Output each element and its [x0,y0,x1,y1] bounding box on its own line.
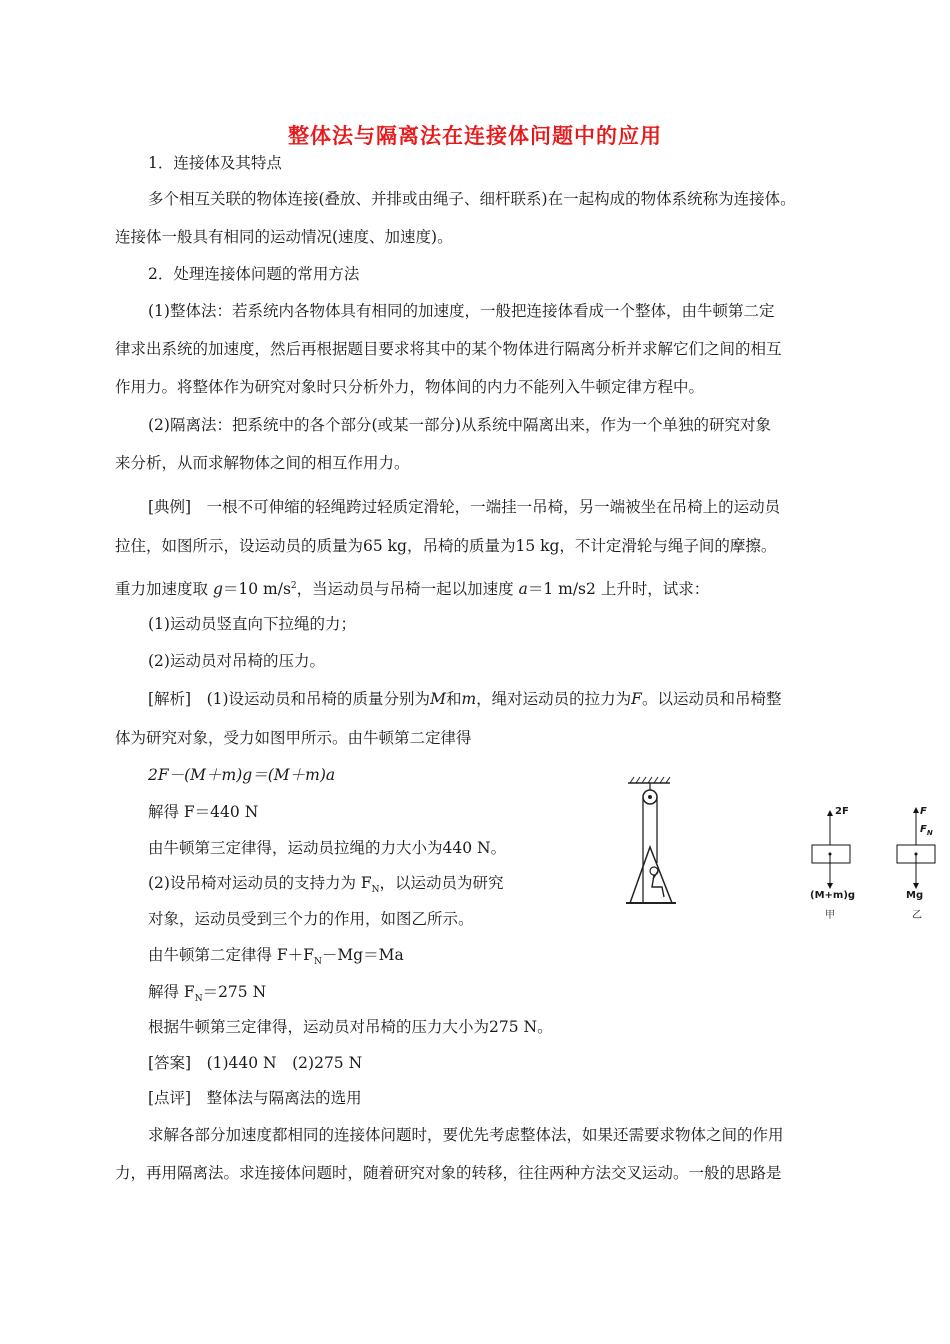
paragraph-line: 作用力。将整体作为研究对象时只分析外力，物体间的内力不能列入牛顿定律方程中。 [115,378,705,396]
analysis-line: 由牛顿第三定律得，运动员拉绳的力大小为440 N。 [148,839,507,857]
example-line: 拉住，如图所示，设运动员的质量为65 kg，吊椅的质量为15 kg，不计定滑轮与绳子间的摩擦。 [115,537,777,555]
equation-1: 2F－(M＋m)g＝(M＋m)a [148,766,336,784]
paragraph-line: 连接体一般具有相同的运动情况(速度、加速度)。 [115,228,453,246]
pulley-chair-diagram [618,775,688,910]
analysis-line: 对象，运动员受到三个力的作用，如图乙所示。 [148,910,474,928]
analysis-line: 根据牛顿第三定律得，运动员对吊椅的压力大小为275 N。 [148,1018,553,1036]
force-label-f: F [920,806,927,817]
paragraph-line: (2)隔离法：把系统中的各个部分(或某一部分)从系统中隔离出来，作为一个单独的研究对象 [148,416,772,434]
equation-2: 由牛顿第二定律得 $F+F_N-Mg=Ma$ [148,946,404,968]
paragraph-line: 多个相互关联的物体连接(叠放、并排或由绳子、细杆联系)在一起构成的物体系统称为连接体。 [148,190,796,208]
question-2: (2)运动员对吊椅的压力。 [148,652,325,670]
paragraph-line: (1)整体法：若系统内各物体具有相同的加速度，一般把连接体看成一个整体，由牛顿第二定 [148,302,775,320]
example-line: 重力加速度取 g＝10 $m/s^2$，当运动员与吊椅一起以加速度 a＝1 m/s2 上升时，试求： [115,580,710,599]
free-body-diagram-jia [800,800,880,925]
force-arrows [800,800,880,925]
force-label-mg: Mg [906,890,924,901]
page-title: 整体法与隔离法在连接体问题中的应用 [288,124,662,148]
comment-heading: [点评] 整体法与隔离法的选用 [148,1089,362,1107]
example-line: [典例] 一根不可伸缩的轻绳跨过轻质定滑轮，一端挂一吊椅，另一端被坐在吊椅上的运动员 [148,498,781,516]
paragraph-line: 力，再用隔离法。求连接体问题时，随着研究对象的转移，往往两种方法交叉运动。一般的思路是 [115,1164,782,1182]
section-heading-2: 2．处理连接体问题的常用方法 [148,265,360,283]
figure-caption-jia: 甲 [825,910,835,921]
question-1: (1)运动员竖直向下拉绳的力； [148,615,356,633]
force-label-2f: 2F [835,806,849,817]
section-heading-1: 1．连接体及其特点 [148,154,282,172]
solution-1: 解得 F＝440 N [148,803,259,821]
analysis-line: 体为研究对象，受力如图甲所示。由牛顿第二定律得 [115,729,472,747]
paragraph-line: 求解各部分加速度都相同的连接体问题时，要优先考虑整体法，如果还需要求物体之间的作用 [148,1126,784,1144]
answer-line: [答案] (1)440 N (2)275 N [148,1054,363,1072]
paragraph-line: 律求出系统的加速度，然后再根据题目要求将其中的某个物体进行隔离分析并求解它们之间的相互 [115,340,782,358]
paragraph-line: 来分析，从而求解物体之间的相互作用力。 [115,454,410,472]
solution-2: 解得 $F_N=275$ N [148,983,267,1005]
analysis-line: (2)设吊椅对运动员的支持力为 $F_N$，以运动员为研究 [148,874,504,896]
force-label-fn: $F_N$ [920,824,933,837]
free-body-diagram-yi [890,800,945,925]
figure-caption-yi: 乙 [912,910,922,921]
analysis-line: [解析] (1)设运动员和吊椅的质量分别为M和m，绳对运动员的拉力为F。以运动员和吊椅整 [148,690,782,708]
force-label-weight-total: (M+m)g [810,890,856,901]
